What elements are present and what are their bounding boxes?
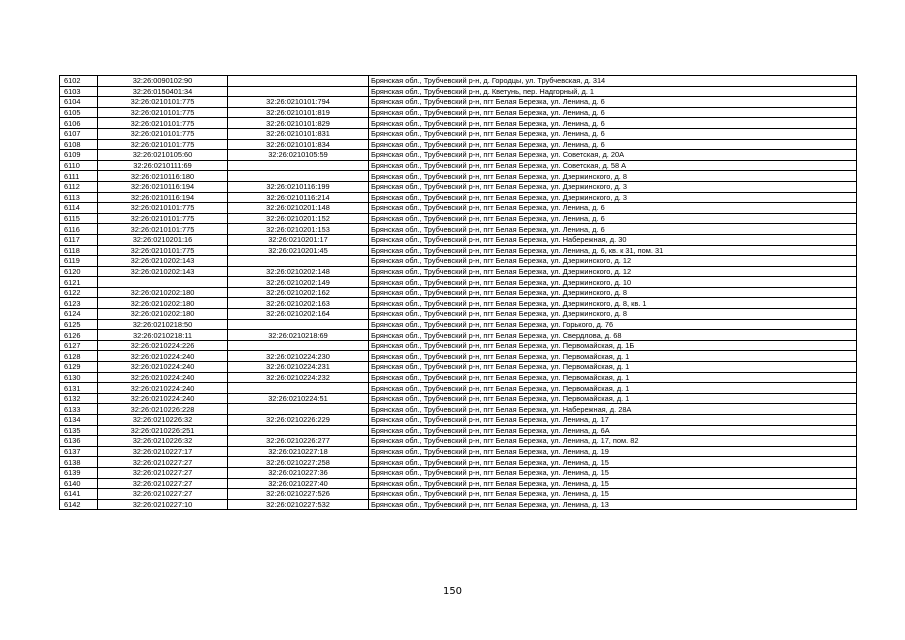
address-cell: Брянская обл., Трубчевский р-н, пгт Белая Березка, ул. Ленина, д. 6 (369, 224, 857, 235)
record-number-cell: 6132 (60, 393, 98, 404)
address-cell: Брянская обл., Трубчевский р-н, пгт Белая Березка, ул. Дзержинского, д. 3 (369, 192, 857, 203)
table-row (60, 160, 857, 171)
table-row (60, 467, 857, 478)
address-cell: Брянская обл., Трубчевский р-н, пгт Белая Березка, ул. Дзержинского, д. 3 (369, 181, 857, 192)
cadastral-number-cell: 32:26:0210224:240 (98, 362, 228, 373)
cadastral-number-cell: 32:26:0210105:60 (98, 150, 228, 161)
table-row (60, 107, 857, 118)
record-number-cell: 6118 (60, 245, 98, 256)
record-number-cell: 6139 (60, 467, 98, 478)
address-cell: Брянская обл., Трубчевский р-н, пгт Белая Березка, ул. Ленина, д. 6 (369, 203, 857, 214)
record-number-cell: 6123 (60, 298, 98, 309)
table-row (60, 139, 857, 150)
sub-object-number-cell: 32:26:0210227:532 (228, 499, 369, 510)
address-cell: Брянская обл., Трубчевский р-н, пгт Белая Березка, ул. Дзержинского, д. 8, кв. 1 (369, 298, 857, 309)
cadastral-number-cell: 32:26:0210116:194 (98, 192, 228, 203)
address-cell: Брянская обл., Трубчевский р-н, пгт Белая Березка, ул. Советская, д. 58 А (369, 160, 857, 171)
address-cell: Брянская обл., Трубчевский р-н, пгт Белая Березка, ул. Ленина, д. 17, пом. 82 (369, 436, 857, 447)
sub-object-number-cell: 32:26:0210101:831 (228, 128, 369, 139)
table-row (60, 256, 857, 267)
record-number-cell: 6109 (60, 150, 98, 161)
address-cell: Брянская обл., Трубчевский р-н, пгт Белая Березка, ул. Ленина, д. 15 (369, 489, 857, 500)
record-number-cell: 6120 (60, 266, 98, 277)
record-number-cell: 6110 (60, 160, 98, 171)
address-cell: Брянская обл., Трубчевский р-н, пгт Белая Березка, ул. Ленина, д. 6 (369, 213, 857, 224)
address-cell: Брянская обл., Трубчевский р-н, пгт Белая Березка, ул. Ленина, д. 6 (369, 118, 857, 129)
sub-object-number-cell: 32:26:0210227:18 (228, 446, 369, 457)
sub-object-number-cell: 32:26:0210227:36 (228, 467, 369, 478)
cadastral-number-cell: 32:26:0210218:11 (98, 330, 228, 341)
table-row (60, 351, 857, 362)
table-row (60, 425, 857, 436)
cadastral-number-cell: 32:26:0210101:775 (98, 213, 228, 224)
cadastral-number-cell: 32:26:0210227:27 (98, 489, 228, 500)
table-row (60, 97, 857, 108)
address-cell: Брянская обл., Трубчевский р-н, пгт Белая Березка, ул. Дзержинского, д. 8 (369, 171, 857, 182)
table-row (60, 203, 857, 214)
table-row (60, 192, 857, 203)
record-number-cell: 6116 (60, 224, 98, 235)
record-number-cell: 6102 (60, 76, 98, 87)
record-number-cell: 6112 (60, 181, 98, 192)
address-cell: Брянская обл., Трубчевский р-н, пгт Белая Березка, ул. Первомайская, д. 1 (369, 393, 857, 404)
sub-object-number-cell (228, 76, 369, 87)
cadastral-number-cell (98, 277, 228, 288)
sub-object-number-cell: 32:26:0210202:164 (228, 309, 369, 320)
table-row (60, 266, 857, 277)
table-row (60, 171, 857, 182)
address-cell: Брянская обл., Трубчевский р-н, пгт Белая Березка, ул. Первомайская, д. 1 (369, 372, 857, 383)
address-cell: Брянская обл., Трубчевский р-н, пгт Белая Березка, ул. Ленина, д. 19 (369, 446, 857, 457)
address-cell: Брянская обл., Трубчевский р-н, пгт Белая Березка, ул. Первомайская, д. 1Б (369, 340, 857, 351)
address-cell: Брянская обл., Трубчевский р-н, пгт Белая Березка, ул. Ленина, д. 15 (369, 467, 857, 478)
cadastral-number-cell: 32:26:0210202:180 (98, 309, 228, 320)
cadastral-number-cell: 32:26:0210224:240 (98, 393, 228, 404)
sub-object-number-cell: 32:26:0210202:162 (228, 287, 369, 298)
sub-object-number-cell: 32:26:0210201:45 (228, 245, 369, 256)
table-row (60, 128, 857, 139)
sub-object-number-cell: 32:26:0210227:40 (228, 478, 369, 489)
sub-object-number-cell: 32:26:0210218:69 (228, 330, 369, 341)
page-number: 150 (442, 586, 463, 597)
sub-object-number-cell: 32:26:0210201:17 (228, 234, 369, 245)
record-number-cell: 6137 (60, 446, 98, 457)
cadastral-number-cell: 32:26:0210116:194 (98, 181, 228, 192)
record-number-cell: 6119 (60, 256, 98, 267)
record-number-cell: 6114 (60, 203, 98, 214)
table-row (60, 372, 857, 383)
record-number-cell: 6111 (60, 171, 98, 182)
sub-object-number-cell (228, 86, 369, 97)
cadastral-number-cell: 32:26:0210101:775 (98, 224, 228, 235)
table-row (60, 446, 857, 457)
address-cell: Брянская обл., Трубчевский р-н, пгт Белая Березка, ул. Дзержинского, д. 8 (369, 309, 857, 320)
table-row (60, 234, 857, 245)
cadastral-number-cell: 32:26:0090102:90 (98, 76, 228, 87)
cadastral-number-cell: 32:26:0210101:775 (98, 128, 228, 139)
address-cell: Брянская обл., Трубчевский р-н, пгт Белая Березка, ул. Первомайская, д. 1 (369, 362, 857, 373)
address-cell: Брянская обл., Трубчевский р-н, пгт Белая Березка, ул. Ленина, д. 17 (369, 415, 857, 426)
table-row (60, 86, 857, 97)
table-row (60, 383, 857, 394)
address-cell: Брянская обл., Трубчевский р-н, пгт Белая Березка, ул. Ленина, д. 13 (369, 499, 857, 510)
sub-object-number-cell (228, 256, 369, 267)
table-row (60, 213, 857, 224)
record-number-cell: 6117 (60, 234, 98, 245)
record-number-cell: 6124 (60, 309, 98, 320)
cadastral-number-cell: 32:26:0210226:32 (98, 415, 228, 426)
sub-object-number-cell: 32:26:0210224:231 (228, 362, 369, 373)
record-number-cell: 6113 (60, 192, 98, 203)
sub-object-number-cell: 32:26:0210226:229 (228, 415, 369, 426)
record-number-cell: 6138 (60, 457, 98, 468)
address-cell: Брянская обл., Трубчевский р-н, пгт Белая Березка, ул. Набережная, д. 30 (369, 234, 857, 245)
record-number-cell: 6127 (60, 340, 98, 351)
address-cell: Брянская обл., Трубчевский р-н, пгт Белая Березка, ул. Набережная, д. 28А (369, 404, 857, 415)
record-number-cell: 6136 (60, 436, 98, 447)
record-number-cell: 6104 (60, 97, 98, 108)
address-cell: Брянская обл., Трубчевский р-н, пгт Белая Березка, ул. Ленина, д. 6, кв. к 31, пом. 31 (369, 245, 857, 256)
table-row (60, 245, 857, 256)
sub-object-number-cell: 32:26:0210226:277 (228, 436, 369, 447)
sub-object-number-cell: 32:26:0210202:149 (228, 277, 369, 288)
cadastral-number-cell: 32:26:0210224:240 (98, 383, 228, 394)
sub-object-number-cell: 32:26:0210101:829 (228, 118, 369, 129)
record-number-cell: 6108 (60, 139, 98, 150)
sub-object-number-cell: 32:26:0210101:834 (228, 139, 369, 150)
cadastral-number-cell: 32:26:0210224:240 (98, 372, 228, 383)
table-row (60, 298, 857, 309)
record-number-cell: 6129 (60, 362, 98, 373)
sub-object-number-cell: 32:26:0210101:819 (228, 107, 369, 118)
table-row (60, 362, 857, 373)
address-cell: Брянская обл., Трубчевский р-н, пгт Белая Березка, ул. Ленина, д. 6 (369, 139, 857, 150)
table-row (60, 287, 857, 298)
record-number-cell: 6122 (60, 287, 98, 298)
table-row (60, 76, 857, 87)
record-number-cell: 6134 (60, 415, 98, 426)
cadastral-number-cell: 32:26:0210202:143 (98, 256, 228, 267)
sub-object-number-cell: 32:26:0210201:152 (228, 213, 369, 224)
cadastral-number-cell: 32:26:0210224:240 (98, 351, 228, 362)
table-row (60, 330, 857, 341)
record-number-cell: 6105 (60, 107, 98, 118)
address-cell: Брянская обл., Трубчевский р-н, пгт Белая Березка, ул. Советская, д. 20А (369, 150, 857, 161)
table-row (60, 150, 857, 161)
sub-object-number-cell: 32:26:0210224:232 (228, 372, 369, 383)
table-row (60, 489, 857, 500)
cadastral-number-cell: 32:26:0210101:775 (98, 107, 228, 118)
record-number-cell: 6130 (60, 372, 98, 383)
address-cell: Брянская обл., Трубчевский р-н, пгт Белая Березка, ул. Дзержинского, д. 10 (369, 277, 857, 288)
table-row (60, 393, 857, 404)
address-cell: Брянская обл., Трубчевский р-н, пгт Белая Березка, ул. Дзержинского, д. 12 (369, 256, 857, 267)
cadastral-number-cell: 32:26:0210202:143 (98, 266, 228, 277)
address-cell: Брянская обл., Трубчевский р-н, пгт Белая Березка, ул. Ленина, д. 15 (369, 457, 857, 468)
sub-object-number-cell: 32:26:0210202:163 (228, 298, 369, 309)
cadastral-number-cell: 32:26:0210116:180 (98, 171, 228, 182)
address-cell: Брянская обл., Трубчевский р-н, пгт Белая Березка, ул. Ленина, д. 15 (369, 478, 857, 489)
record-number-cell: 6126 (60, 330, 98, 341)
cadastral-number-cell: 32:26:0210227:27 (98, 467, 228, 478)
cadastral-number-cell: 32:26:0210111:69 (98, 160, 228, 171)
cadastral-number-cell: 32:26:0150401:34 (98, 86, 228, 97)
sub-object-number-cell: 32:26:0210116:214 (228, 192, 369, 203)
record-number-cell: 6135 (60, 425, 98, 436)
table-row (60, 118, 857, 129)
address-cell: Брянская обл., Трубчевский р-н, пгт Белая Березка, ул. Первомайская, д. 1 (369, 383, 857, 394)
address-cell: Брянская обл., Трубчевский р-н, пгт Белая Березка, ул. Дзержинского, д. 8 (369, 287, 857, 298)
sub-object-number-cell: 32:26:0210227:258 (228, 457, 369, 468)
table-row (60, 415, 857, 426)
table-row (60, 478, 857, 489)
record-number-cell: 6106 (60, 118, 98, 129)
cadastral-number-cell: 32:26:0210101:775 (98, 139, 228, 150)
address-cell: Брянская обл., Трубчевский р-н, пгт Белая Березка, ул. Свердлова, д. 68 (369, 330, 857, 341)
cadastral-number-cell: 32:26:0210227:27 (98, 478, 228, 489)
table-row (60, 340, 857, 351)
cadastral-number-cell: 32:26:0210224:226 (98, 340, 228, 351)
cadastral-number-cell: 32:26:0210202:180 (98, 287, 228, 298)
record-number-cell: 6142 (60, 499, 98, 510)
sub-object-number-cell (228, 171, 369, 182)
record-number-cell: 6107 (60, 128, 98, 139)
cadastral-number-cell: 32:26:0210227:27 (98, 457, 228, 468)
sub-object-number-cell (228, 160, 369, 171)
sub-object-number-cell: 32:26:0210202:148 (228, 266, 369, 277)
record-number-cell: 6140 (60, 478, 98, 489)
record-number-cell: 6133 (60, 404, 98, 415)
address-cell: Брянская обл., Трубчевский р-н, пгт Белая Березка, ул. Ленина, д. 6 (369, 128, 857, 139)
sub-object-number-cell (228, 404, 369, 415)
record-number-cell: 6141 (60, 489, 98, 500)
record-number-cell: 6125 (60, 319, 98, 330)
table-row (60, 224, 857, 235)
address-cell: Брянская обл., Трубчевский р-н, пгт Белая Березка, ул. Ленина, д. 6 (369, 97, 857, 108)
address-cell: Брянская обл., Трубчевский р-н, пгт Белая Березка, ул. Ленина, д. 6А (369, 425, 857, 436)
table-row (60, 277, 857, 288)
table-row (60, 309, 857, 320)
address-cell: Брянская обл., Трубчевский р-н, д. Кветунь, пер. Надгорный, д. 1 (369, 86, 857, 97)
sub-object-number-cell: 32:26:0210227:526 (228, 489, 369, 500)
address-cell: Брянская обл., Трубчевский р-н, пгт Белая Березка, ул. Ленина, д. 6 (369, 107, 857, 118)
sub-object-number-cell: 32:26:0210101:794 (228, 97, 369, 108)
sub-object-number-cell (228, 383, 369, 394)
record-number-cell: 6121 (60, 277, 98, 288)
sub-object-number-cell (228, 340, 369, 351)
address-cell: Брянская обл., Трубчевский р-н, пгт Белая Березка, ул. Первомайская, д. 1 (369, 351, 857, 362)
cadastral-number-cell: 32:26:0210202:180 (98, 298, 228, 309)
cadastral-number-cell: 32:26:0210226:228 (98, 404, 228, 415)
table-row (60, 457, 857, 468)
address-cell: Брянская обл., Трубчевский р-н, пгт Белая Березка, ул. Дзержинского, д. 12 (369, 266, 857, 277)
sub-object-number-cell: 32:26:0210224:51 (228, 393, 369, 404)
cadastral-number-cell: 32:26:0210227:17 (98, 446, 228, 457)
sub-object-number-cell (228, 319, 369, 330)
cadastral-number-cell: 32:26:0210101:775 (98, 203, 228, 214)
sub-object-number-cell: 32:26:0210201:153 (228, 224, 369, 235)
sub-object-number-cell (228, 425, 369, 436)
table-row (60, 436, 857, 447)
sub-object-number-cell: 32:26:0210116:199 (228, 181, 369, 192)
cadastral-number-cell: 32:26:0210218:50 (98, 319, 228, 330)
table-row (60, 181, 857, 192)
sub-object-number-cell: 32:26:0210224:230 (228, 351, 369, 362)
address-cell: Брянская обл., Трубчевский р-н, д. Городцы, ул. Трубчевская, д. 314 (369, 76, 857, 87)
record-number-cell: 6128 (60, 351, 98, 362)
record-number-cell: 6115 (60, 213, 98, 224)
record-number-cell: 6131 (60, 383, 98, 394)
cadastral-number-cell: 32:26:0210226:251 (98, 425, 228, 436)
table-row (60, 404, 857, 415)
record-number-cell: 6103 (60, 86, 98, 97)
cadastral-number-cell: 32:26:0210101:775 (98, 97, 228, 108)
registry-table-body (60, 76, 857, 510)
sub-object-number-cell: 32:26:0210105:59 (228, 150, 369, 161)
cadastral-number-cell: 32:26:0210201:16 (98, 234, 228, 245)
table-row (60, 499, 857, 510)
cadastral-number-cell: 32:26:0210227:10 (98, 499, 228, 510)
table-row (60, 319, 857, 330)
registry-table (59, 75, 857, 510)
cadastral-number-cell: 32:26:0210101:775 (98, 245, 228, 256)
cadastral-number-cell: 32:26:0210101:775 (98, 118, 228, 129)
address-cell: Брянская обл., Трубчевский р-н, пгт Белая Березка, ул. Горького, д. 76 (369, 319, 857, 330)
sub-object-number-cell: 32:26:0210201:148 (228, 203, 369, 214)
cadastral-number-cell: 32:26:0210226:32 (98, 436, 228, 447)
